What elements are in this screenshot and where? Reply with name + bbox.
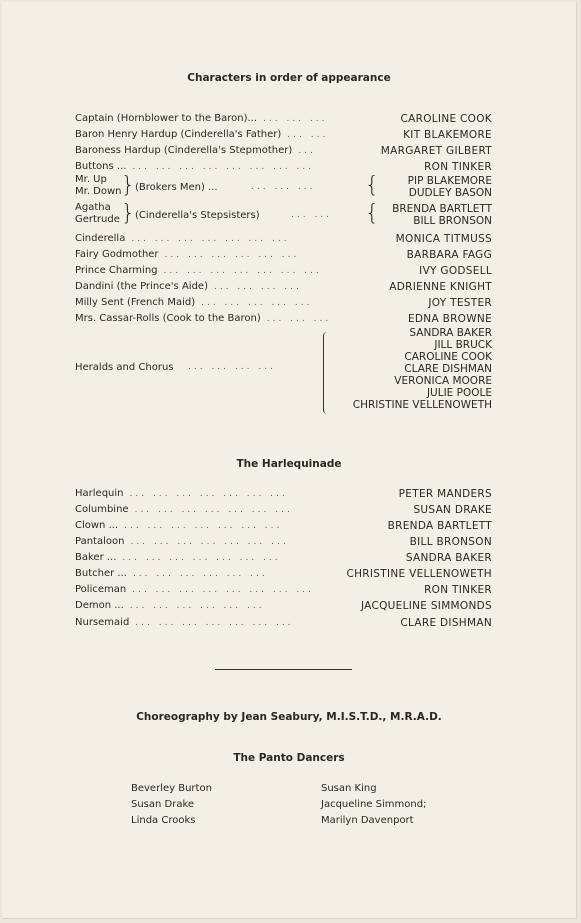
dancer-name: Jacqueline Simmond; [321,799,427,810]
leader-dots: ... ... ... ... ... [201,297,313,308]
leader-dots: ... ... ... [266,313,332,324]
actor-name: CAROLINE COOK [404,351,492,363]
role-name: Mr. Up [75,174,107,185]
cast-row [75,311,492,326]
actor-name: CLARE DISHMAN [404,363,492,375]
brace-icon: { [365,201,379,226]
cast-row [75,263,492,278]
actor-name: JACQUELINE SIMMONDS [360,599,492,612]
cast-row [75,615,492,630]
leader-dots: ... ... ... ... ... ... ... [122,552,281,563]
leader-dots: ... ... ... ... ... ... [129,600,265,611]
leader-dots: ... ... ... [263,113,328,124]
role-name: Milly Sent (French Maid) [75,297,196,308]
dancers-list-right [321,781,426,829]
leader-dots: ... ... ... ... ... ... ... [130,536,289,547]
role-name: Baroness Hardup (Cinderella's Stepmother) [75,145,293,156]
characters-heading: Characters in order of appearance [187,72,391,84]
actor-name: BRENDA BARTLETT [392,203,492,215]
brace-icon: } [121,173,135,198]
role-name: Dandini (the Prince's Aide) [75,281,208,292]
programme-page [2,2,577,919]
role-name: Clown ... [75,520,119,531]
role-description: (Brokers Men) ... [135,182,218,193]
leader-dots: ... ... [287,129,329,140]
role-name: Baker ... [75,552,117,563]
section-divider [215,669,352,670]
cast-row [75,127,492,142]
dancer-name: Susan King [321,783,377,794]
leader-dots: ... [298,145,316,156]
cast-row [75,550,492,565]
actor-name: JOY TESTER [428,296,492,309]
actor-name: PETER MANDERS [398,487,492,500]
role-name: Buttons ... [75,161,127,172]
cast-row [75,247,492,262]
leader-dots: ... ... ... ... [213,281,302,292]
dancer-name: Marilyn Davenport [321,815,414,826]
actor-name: VERONICA MOORE [394,375,492,387]
role-name: Prince Charming [75,265,158,276]
cast-row [75,111,492,126]
role-name: Butcher ... [75,568,127,579]
dancer-name: Beverley Burton [131,783,212,794]
cast-row [75,566,492,581]
role-name: Demon ... [75,600,124,611]
leader-dots: ... ... ... ... ... ... ... [124,520,283,531]
cast-row [75,295,492,310]
paired-roles [75,174,122,198]
leader-dots: ... ... ... ... ... ... [164,249,300,260]
paired-roles [75,202,120,226]
role-name: Agatha [75,202,111,213]
actor-name: JULIE POOLE [426,387,492,399]
cast-row [75,159,492,174]
leader-dots: ... ... ... ... ... ... ... [129,488,288,499]
role-name: Baron Henry Hardup (Cinderella's Father) [75,129,282,140]
chorus-brace [323,332,328,414]
dancers-heading: The Panto Dancers [233,752,345,764]
role-name: Policeman [75,584,127,595]
brace-icon: { [365,173,379,198]
actor-name: MARGARET GILBERT [380,144,492,157]
actor-name: MONICA TITMUSS [395,232,492,245]
actor-name: RON TINKER [424,583,492,596]
actor-name: CAROLINE COOK [400,112,492,125]
leader-dots: ... ... ... [251,182,316,192]
actor-name: SANDRA BAKER [405,551,492,564]
actor-name: IVY GODSELL [419,264,492,277]
chorus-label: Heralds and Chorus [75,362,174,373]
dancer-name: Susan Drake [131,799,195,810]
leader-dots: ... ... ... ... ... ... ... [134,504,293,515]
cast-row [75,279,492,294]
cast-row [75,486,492,501]
harlequinade-heading: The Harlequinade [236,458,342,470]
actor-name: PIP BLAKEMORE [407,175,492,187]
role-name: Harlequin [75,488,124,499]
paired-actors [408,175,492,199]
role-name: Mrs. Cassar-Rolls (Cook to the Baron) [75,313,261,324]
role-name: Cinderella [75,233,126,244]
leader-dots: ... ... ... ... ... ... ... [135,617,294,628]
role-name: Mr. Down [75,186,122,197]
leader-dots: ... ... ... ... [188,362,276,372]
leader-dots: ... ... ... ... ... ... ... ... [132,161,315,172]
leader-dots: ... ... [291,210,333,220]
actor-name: SUSAN DRAKE [413,503,492,516]
cast-row [75,598,492,613]
role-name: Columbine [75,504,129,515]
leader-dots: ... ... ... ... ... ... [132,568,268,579]
actor-name: SANDRA BAKER [409,327,492,339]
actor-name: BILL BRONSON [413,215,492,227]
brokers-row [75,174,492,202]
cast-row [75,231,492,246]
cast-row [75,534,492,549]
leader-dots: ... ... ... ... ... ... ... [131,233,290,244]
role-name: Gertrude [75,214,120,225]
role-name: Fairy Godmother [75,249,159,260]
actor-name: BARBARA FAGG [406,248,492,261]
brace-icon: } [121,201,135,226]
role-name: Pantaloon [75,536,125,547]
actor-name: CLARE DISHMAN [400,616,492,629]
actor-name: BRENDA BARTLETT [387,519,492,532]
choreography-credit: Choreography by Jean Seabury, M.I.S.T.D., M.R.A.D. [136,711,442,723]
actor-name: RON TINKER [424,160,492,173]
actor-name: CHRISTINE VELLENOWETH [346,567,492,580]
actor-name: KIT BLAKEMORE [403,128,492,141]
leader-dots: ... ... ... ... ... ... ... [163,265,322,276]
paired-actors [392,203,492,227]
actor-name: ADRIENNE KNIGHT [389,280,492,293]
role-description: (Cinderella's Stepsisters) [135,210,260,221]
cast-row [75,143,492,158]
chorus-actors [353,327,492,411]
actor-name: CHRISTINE VELLENOWETH [352,399,492,411]
cast-row [75,518,492,533]
actor-name: BILL BRONSON [409,535,492,548]
leader-dots: ... ... ... ... ... ... ... ... [132,584,314,595]
role-name: Captain (Hornblower to the Baron)... [75,113,258,124]
actor-name: JILL BRUCK [434,339,492,351]
stepsisters-row [75,202,492,230]
dancer-name: Linda Crooks [131,815,196,826]
dancers-list-left [131,781,212,829]
cast-row [75,502,492,517]
cast-row [75,582,492,597]
actor-name: DUDLEY BASON [408,187,492,199]
actor-name: EDNA BROWNE [407,312,492,325]
role-name: Nursemaid [75,617,130,628]
